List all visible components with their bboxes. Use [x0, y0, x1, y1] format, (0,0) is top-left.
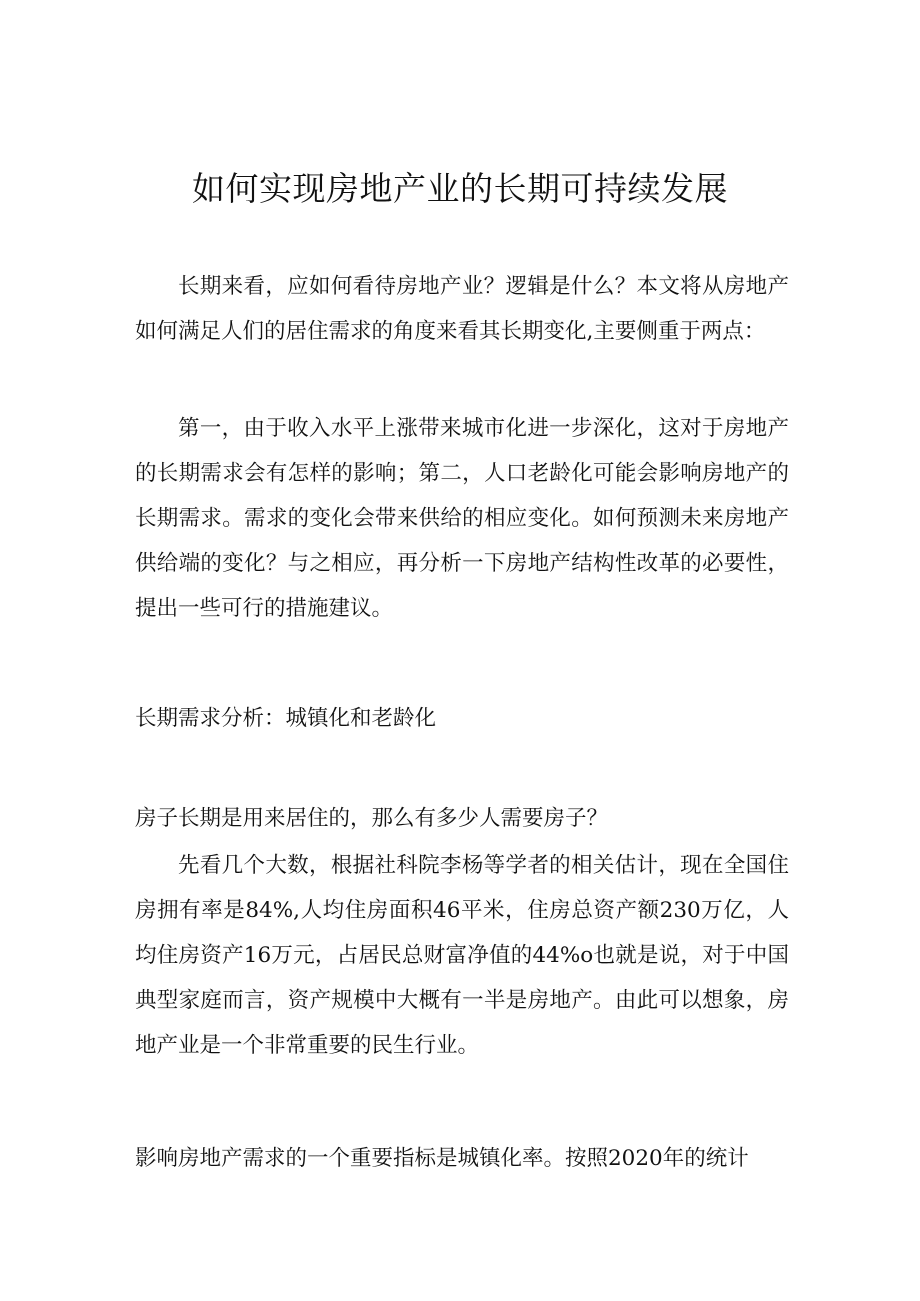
section-heading: 长期需求分析：城镇化和老龄化 [135, 706, 437, 731]
paragraph-intro-2: 第一，由于收入水平上涨带来城市化进一步深化，这对于房地产的长期需求会有怎样的影响；第二，人口老龄化可能会影响房地产的长期需求。需求的变化会带来供给的相应变化。如何预测未来房地产供给端的变化？与之相应，再分析一下房地产结构性改革的必要性，提出一些可行的措施建议。 [135, 416, 789, 621]
paragraph-data: 先看几个大数，根据社科院李杨等学者的相关估计，现在全国住房拥有率是84%,人均住房面积46平米，住房总资产额230万亿，人均住房资产16万元，占居民总财富净值的44%o也就是说，对于中国典型家庭而言，资产规模中大概有一半是房地产。由此可以想象，房地产业是一个非常重要的民生行业。 [135, 853, 789, 1058]
paragraph-intro-1: 长期来看，应如何看待房地产业？逻辑是什么？本文将从房地产如何满足人们的居住需求的角度来看其长期变化,主要侧重于两点： [135, 274, 789, 344]
document-title: 如何实现房地产业的长期可持续发展 [192, 169, 728, 208]
paragraph-urbanization: 影响房地产需求的一个重要指标是城镇化率。按照2020年的统计 [135, 1146, 749, 1171]
paragraph-question: 房子长期是用来居住的，那么有多少人需要房子？ [135, 806, 609, 831]
